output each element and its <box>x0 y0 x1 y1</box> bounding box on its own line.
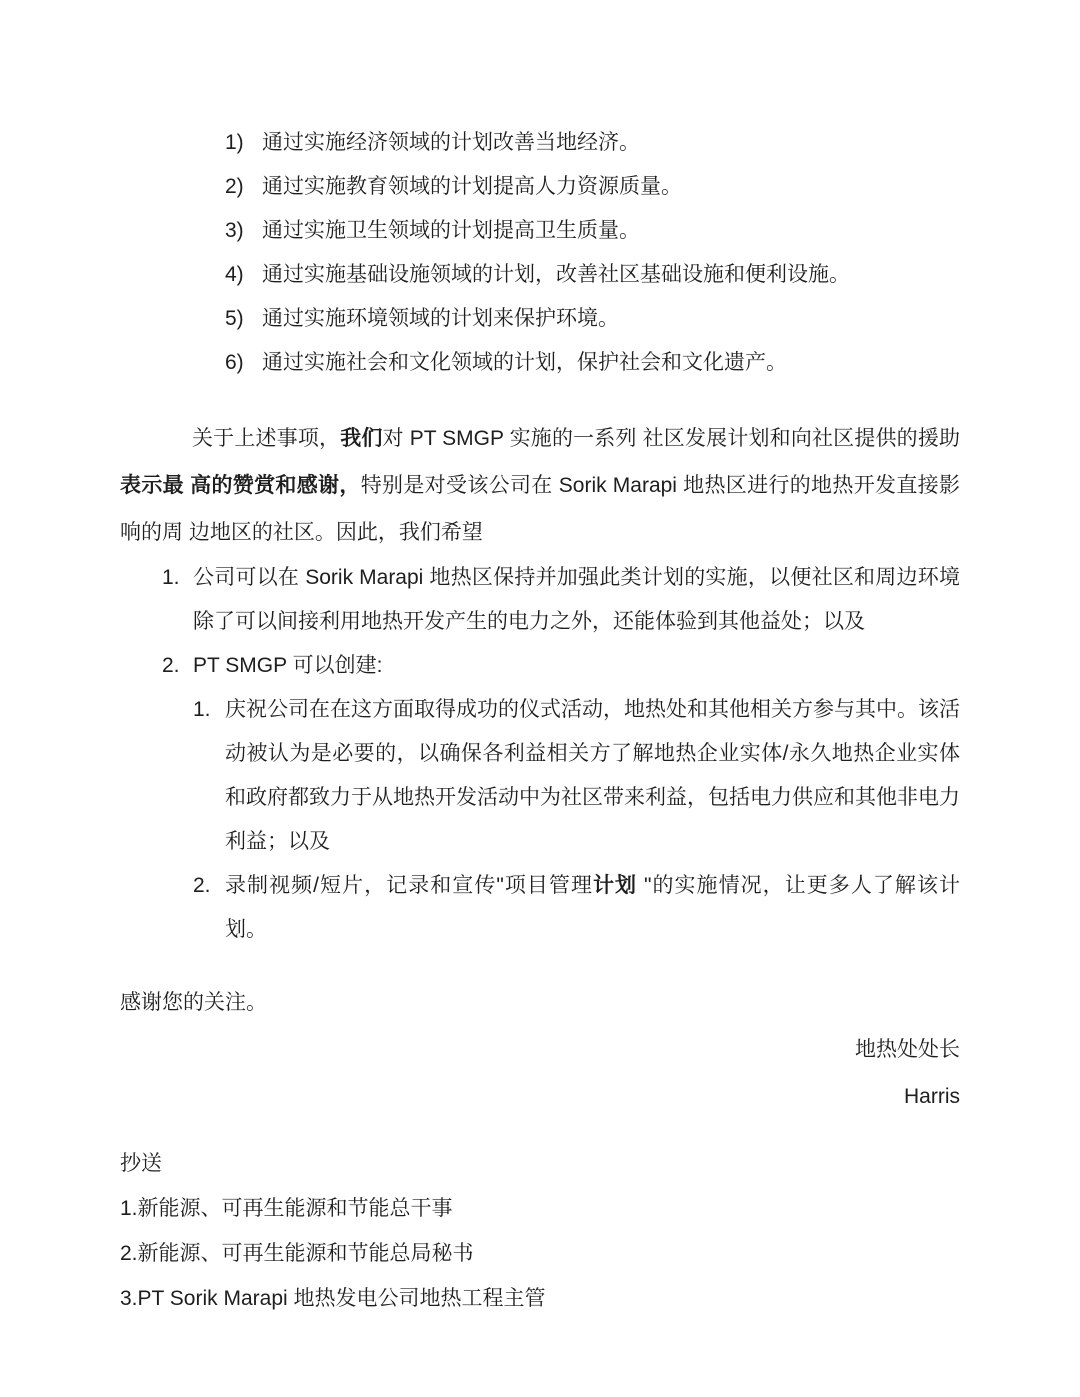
hope-list <box>120 556 960 688</box>
list-marker: 1. <box>162 566 180 589</box>
hope-sub-list <box>120 688 960 952</box>
sub-list-item <box>193 688 960 864</box>
plan-list-item <box>225 165 960 209</box>
list-marker: 2. <box>193 874 211 897</box>
text-segment: 录制视频/短片，记录和宣传"项目管理 <box>225 874 594 897</box>
list-marker: 2) <box>225 175 244 198</box>
text-segment: "的实施情况，让更多人了解该计划。 <box>225 874 960 941</box>
list-marker: 1. <box>193 698 211 721</box>
plan-list-item <box>225 253 960 297</box>
list-item-text: 通过实施环境领域的计划来保护环境。 <box>262 307 619 330</box>
list-marker: 2. <box>162 654 180 677</box>
list-item-text: 通过实施社会和文化领域的计划，保护社会和文化遗产。 <box>262 351 787 374</box>
plan-list-item <box>225 341 960 385</box>
list-item-text <box>193 644 960 688</box>
cc-item: 3.PT Sorik Marapi 地热发电公司地热工程主管 <box>120 1287 546 1310</box>
list-item-text: 通过实施教育领域的计划提高人力资源质量。 <box>262 175 682 198</box>
signature-block <box>120 1026 960 1120</box>
signature-title: 地热处处长 <box>855 1038 960 1061</box>
text-segment: 关于上述事项， <box>192 427 341 450</box>
hope-list-item <box>162 644 960 688</box>
text-segment: 对 PT SMGP 实施的一系列 社区发展计划和向社区提供的援助 <box>382 427 961 450</box>
cc-section <box>120 1141 960 1321</box>
list-marker: 4) <box>225 263 244 286</box>
list-item-text <box>225 688 960 864</box>
cc-item: 1.新能源、可再生能源和节能总干事 <box>120 1197 453 1220</box>
list-marker: 3) <box>225 219 244 242</box>
cc-item: 2.新能源、可再生能源和节能总局秘书 <box>120 1242 474 1265</box>
sub-list-item <box>193 864 960 952</box>
text-segment: 公司可以在 Sorik Marapi 地热区保持并加强此类计划的实施，以便社区和周边环境除了可以间接利用地热开发产生的电力之外，还能体验到其他益处；以及 <box>193 566 960 633</box>
cc-label: 抄送 <box>120 1152 162 1175</box>
plan-list-item <box>225 121 960 165</box>
list-item-text: 通过实施经济领域的计划改善当地经济。 <box>262 131 640 154</box>
list-marker: 5) <box>225 307 244 330</box>
list-item-text: 通过实施卫生领域的计划提高卫生质量。 <box>262 219 640 242</box>
list-item-text <box>225 864 960 952</box>
text-segment: 计划 <box>593 874 638 897</box>
text-segment: 特别是对受该公司在 Sorik Marapi 地热区进行的地热开发直接影响的周 边地区的社区。因此，我们希望 <box>120 474 960 544</box>
text-segment: 庆祝公司在在这方面取得成功的仪式活动，地热处和其他相关方参与其中。该活动被认为是必要的，以确保各利益相关方了解地热企业实体/永久地热企业实体和政府都致力于从地热开发活动中为社区带来利益，包括电力供应和其他非电力利益；以及 <box>225 698 960 853</box>
appreciation-paragraph <box>120 415 960 556</box>
signature-name: Harris <box>904 1085 960 1108</box>
list-marker: 1) <box>225 131 244 154</box>
text-segment: 表示最 高的赞赏和感谢， <box>120 474 361 497</box>
list-item-text: 通过实施基础设施领域的计划，改善社区基础设施和便利设施。 <box>262 263 850 286</box>
list-item-text <box>193 556 960 644</box>
text-segment: PT SMGP 可以创建: <box>193 654 383 677</box>
plan-list <box>120 121 960 385</box>
closing-thanks: 感谢您的关注。 <box>120 991 267 1014</box>
text-segment: 我们 <box>340 427 383 450</box>
plan-list-item <box>225 297 960 341</box>
hope-list-item <box>162 556 960 644</box>
plan-list-item <box>225 209 960 253</box>
list-marker: 6) <box>225 351 244 374</box>
